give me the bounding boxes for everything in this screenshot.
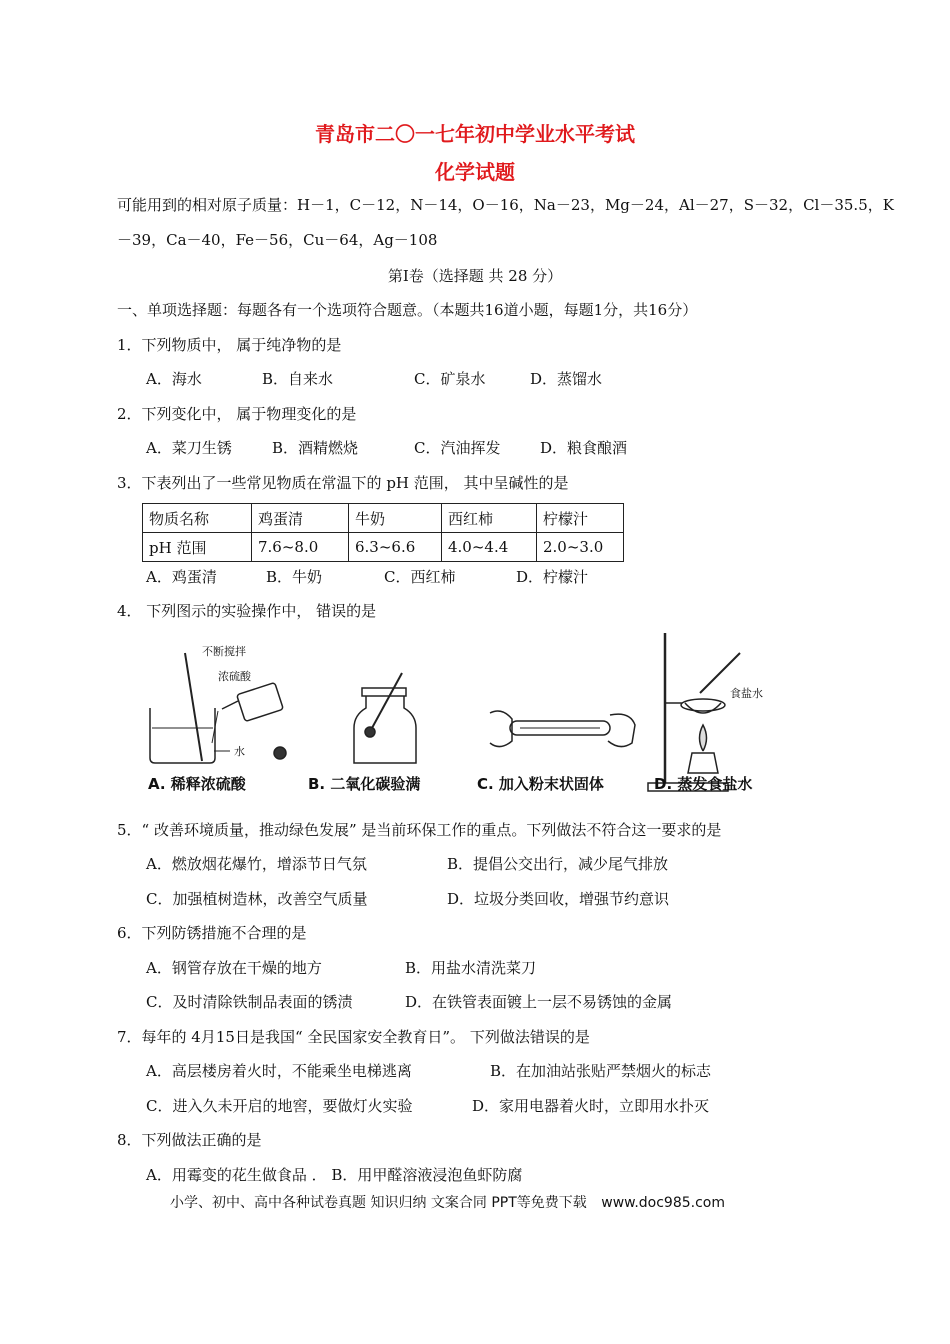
q2-option-c: C．汽油挥发: [414, 439, 501, 457]
question-2-stem: 2．下列变化中， 属于物理变化的是: [117, 405, 357, 423]
powder-test-tube-diagram: [490, 711, 635, 747]
caption-d: D. 蒸发食盐水: [654, 775, 753, 793]
exam-title: 青岛市二〇一七年初中学业水平考试: [315, 122, 635, 146]
section-instructions: 一、单项选择题：每题各有一个选项符合题意。（本题共16道小题，每题1分，共16分）: [117, 301, 698, 319]
caption-b: B. 二氧化碳验满: [308, 775, 421, 793]
evaporation-diagram: [648, 633, 740, 791]
footer-promo: [170, 1192, 725, 1212]
table-cell: 2.0~3.0: [537, 533, 624, 562]
table-cell: 西红柿: [442, 504, 537, 533]
q3-option-d: D．柠檬汁: [516, 568, 589, 586]
q1-option-a: A．海水: [146, 370, 202, 388]
q5-option-d: D．垃圾分类回收，增强节约意识: [447, 890, 670, 908]
q5-option-a: A．燃放烟花爆竹，增添节日气氛: [146, 855, 367, 873]
question-7-stem: 7．每年的 4月15日是我国“ 全民国家安全教育日”。 下列做法错误的是: [117, 1028, 590, 1046]
label-water: 水: [234, 745, 245, 758]
ph-table-value-row: [143, 533, 624, 562]
q6-option-c: C．及时清除铁制品表面的锈渍: [146, 993, 353, 1011]
table-cell: 物质名称: [143, 504, 252, 533]
q7-option-c: C．进入久未开启的地窖，要做灯火实验: [146, 1097, 413, 1115]
table-cell: pH 范围: [143, 533, 252, 562]
section-title: 第Ⅰ卷（选择题 共 28 分）: [387, 267, 563, 285]
q3-option-b: B．牛奶: [266, 568, 323, 586]
table-cell: 牛奶: [349, 504, 442, 533]
q2-option-d: D．粮食酿酒: [540, 439, 628, 457]
q1-option-c: C．矿泉水: [414, 370, 486, 388]
co2-test-diagram: [354, 673, 416, 763]
caption-a: A. 稀释浓硫酸: [148, 775, 246, 793]
q8-options-ab: A．用霉变的花生做食品 ． B．用甲醛溶液浸泡鱼虾防腐: [146, 1166, 523, 1184]
table-cell: 7.6~8.0: [252, 533, 349, 562]
caption-c: C. 加入粉末状固体: [477, 775, 604, 793]
label-salt-water: 食盐水: [730, 687, 763, 700]
footer-site-link[interactable]: www.doc985.com: [601, 1195, 725, 1211]
table-cell: 柠檬汁: [537, 504, 624, 533]
exam-subtitle: 化学试题: [435, 160, 515, 184]
question-6-stem: 6．下列防锈措施不合理的是: [117, 924, 307, 942]
q7-option-a: A．高层楼房着火时，不能乘坐电梯逃离: [146, 1062, 412, 1080]
question-4-stem: 4． 下列图示的实验操作中， 错误的是: [117, 602, 377, 620]
q1-option-b: B．自来水: [262, 370, 334, 388]
atomic-mass-line-1: 可能用到的相对原子质量：H－1，C－12，N－14，O－16，Na－23，Mg－24，Al－27，S－32，Cl－35.5，K: [117, 196, 894, 214]
q7-option-b: B．在加油站张贴严禁烟火的标志: [490, 1062, 712, 1080]
ph-table-header-row: [143, 504, 624, 533]
q3-option-a: A．鸡蛋清: [146, 568, 217, 586]
q3-option-c: C．西红柿: [384, 568, 456, 586]
table-cell: 鸡蛋清: [252, 504, 349, 533]
q6-option-d: D．在铁管表面镀上一层不易锈蚀的金属: [405, 993, 673, 1011]
question-3-stem: 3．下表列出了一些常见物质在常温下的 pH 范围， 其中呈碱性的是: [117, 474, 569, 492]
ph-table: [142, 503, 624, 562]
q2-option-a: A．菜刀生锈: [146, 439, 232, 457]
q5-option-b: B．提倡公交出行，减少尾气排放: [447, 855, 669, 873]
footer-text: 小学、初中、高中各种试卷真题 知识归纳 文案合同 PPT等免费下载: [170, 1195, 587, 1211]
q6-option-b: B．用盐水清洗菜刀: [405, 959, 537, 977]
q7-option-d: D．家用电器着火时，立即用水扑灭: [472, 1097, 710, 1115]
q2-option-b: B．酒精燃烧: [272, 439, 359, 457]
atomic-mass-line-2: －39，Ca－40，Fe－56，Cu－64，Ag－108: [117, 231, 438, 249]
q1-option-d: D．蒸馏水: [530, 370, 603, 388]
q5-option-c: C．加强植树造林，改善空气质量: [146, 890, 368, 908]
q6-option-a: A．钢管存放在干燥的地方: [146, 959, 322, 977]
label-acid: 浓硫酸: [218, 670, 251, 683]
table-cell: 6.3~6.6: [349, 533, 442, 562]
table-cell: 4.0~4.4: [442, 533, 537, 562]
question-5-stem: 5．“ 改善环境质量，推动绿色发展” 是当前环保工作的重点。下列做法不符合这一要求的是: [117, 821, 722, 839]
label-stir: 不断搅拌: [202, 645, 246, 658]
question-8-stem: 8．下列做法正确的是: [117, 1131, 262, 1149]
question-1-stem: 1．下列物质中， 属于纯净物的是: [117, 336, 342, 354]
